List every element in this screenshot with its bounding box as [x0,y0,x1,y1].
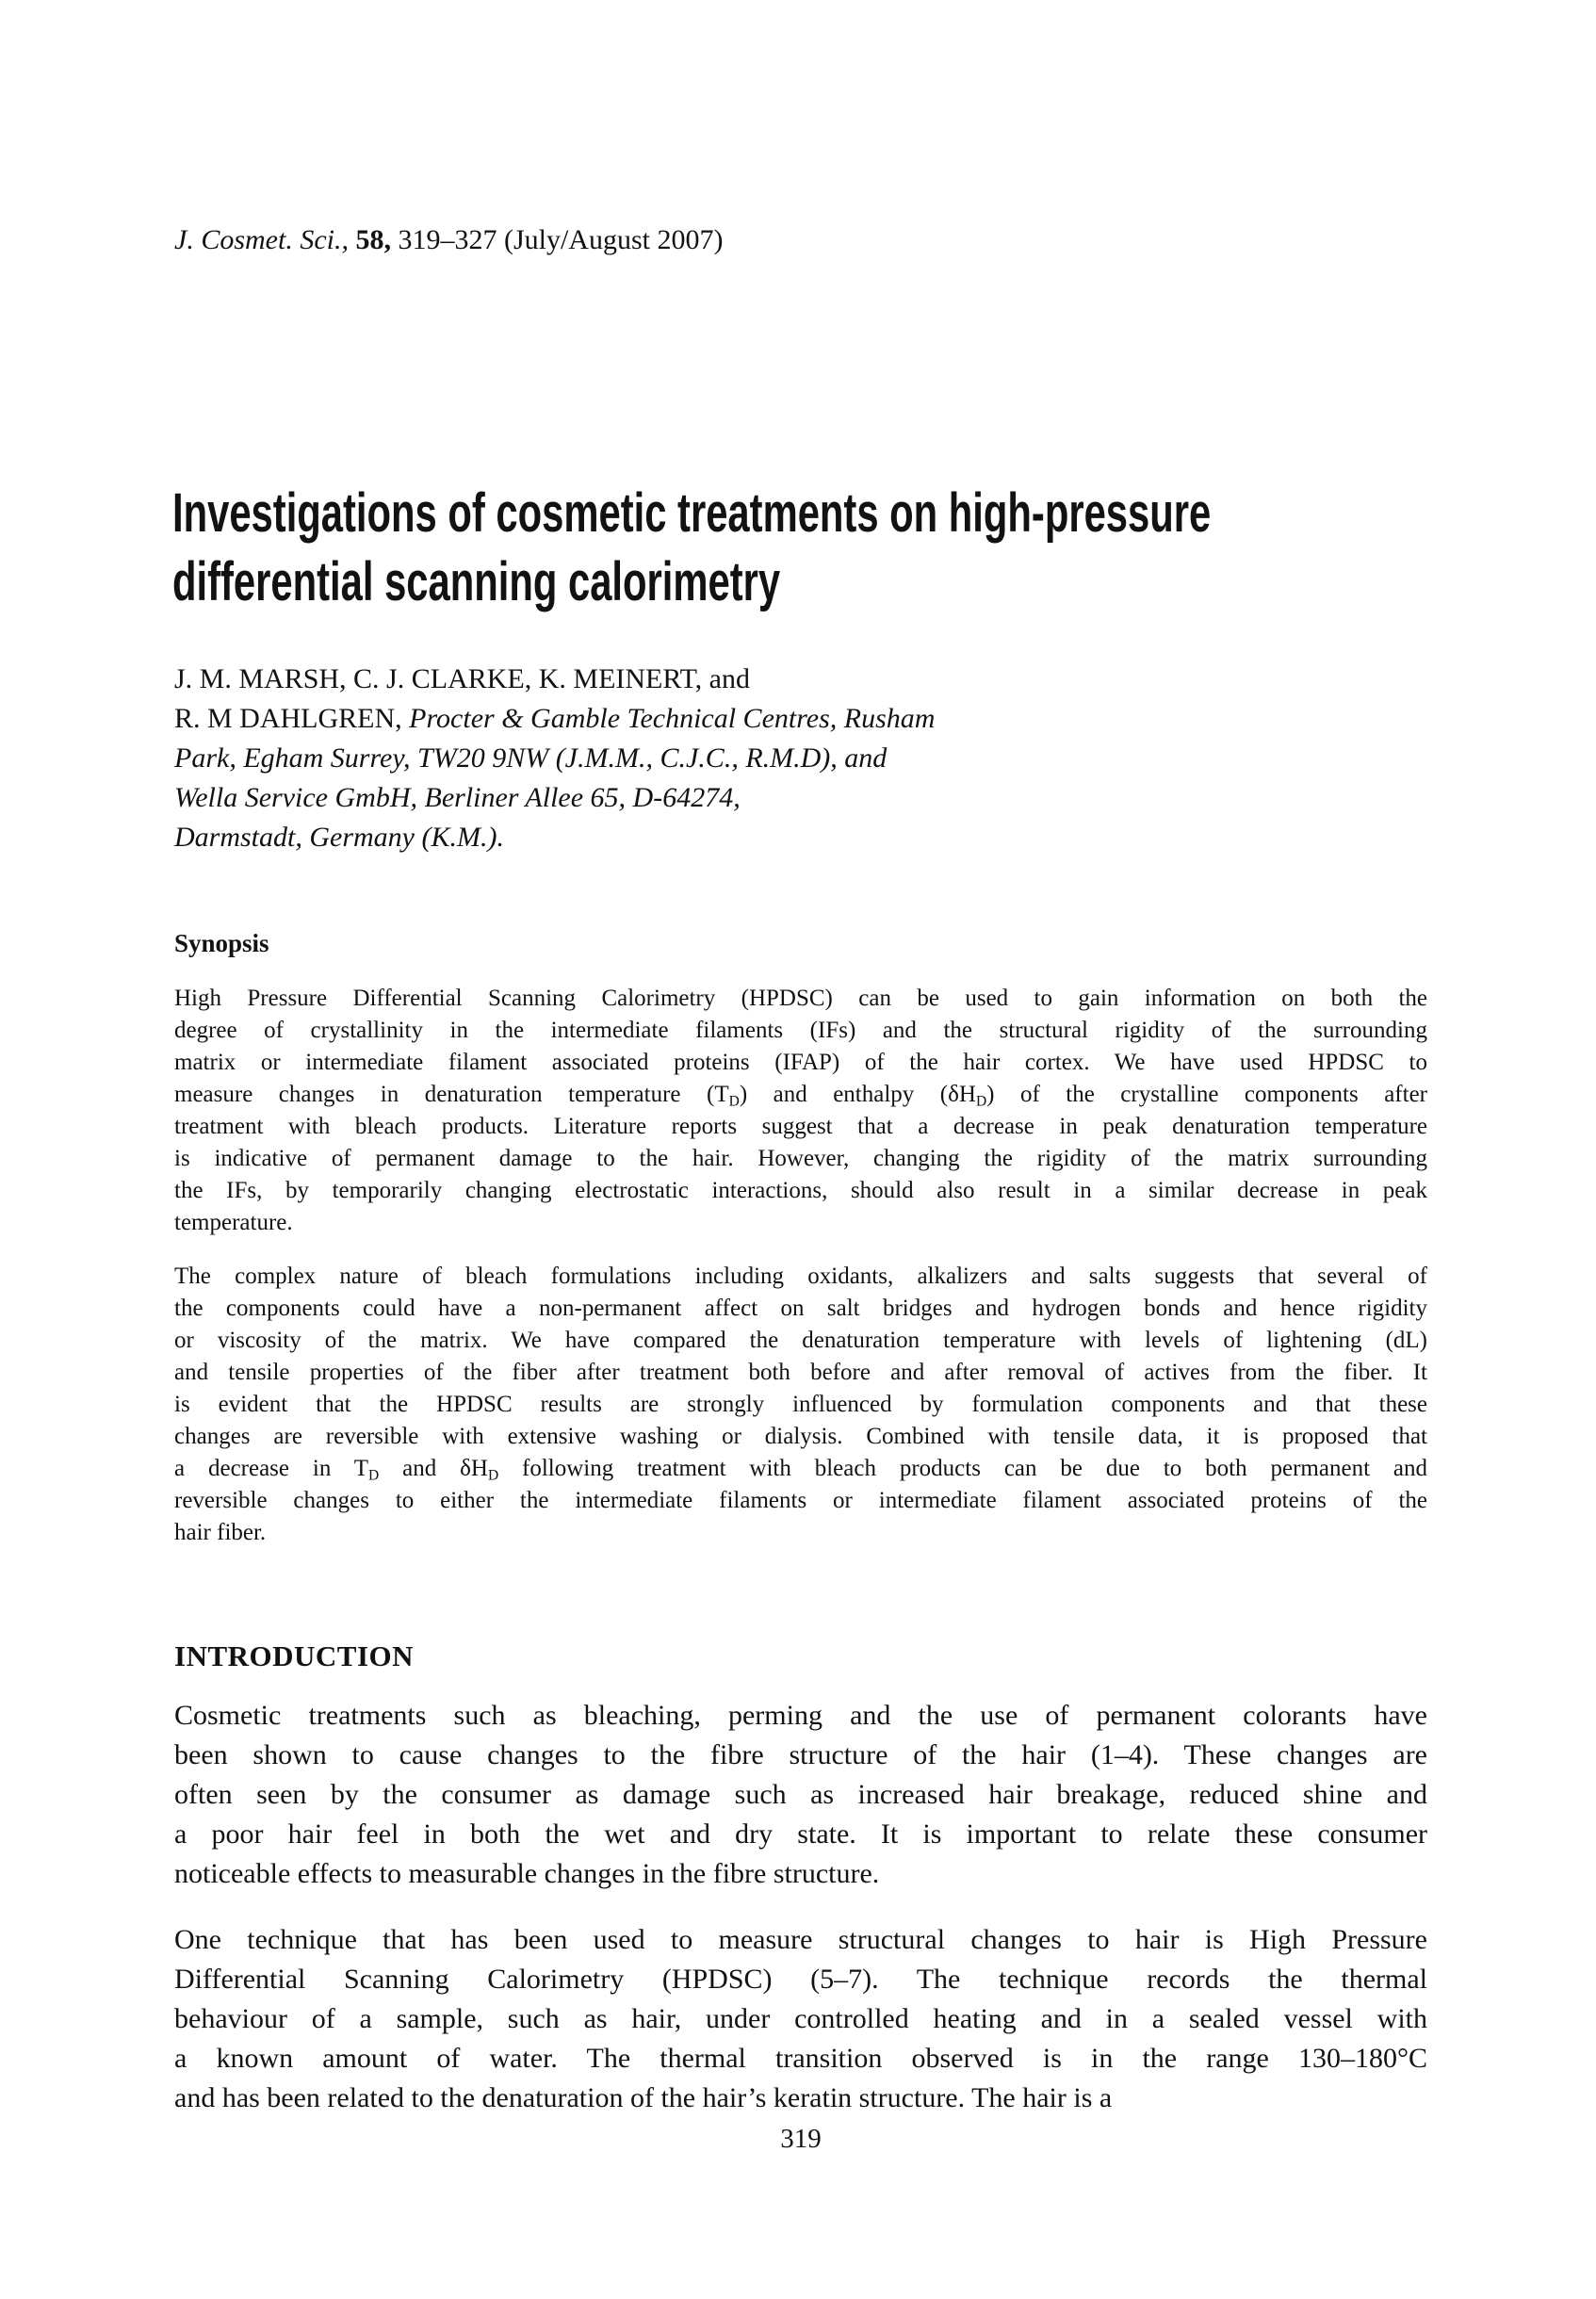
authors-affiliation-line [174,699,935,739]
text-line: or viscosity of the matrix. We have compared the denaturation temperature with levels of lightening (dL) [174,1328,1427,1353]
author-name: R. M DAHLGREN, [174,703,410,734]
text-line: is indicative of permanent damage to the hair. However, changing the rigidity of the matrix surrounding [174,1146,1427,1171]
subscript: D [975,1093,987,1110]
text-line: Cosmetic treatments such as bleaching, perming and the use of permanent colorants have [174,1700,1427,1731]
text-line: Differential Scanning Calorimetry (HPDSC) (5–7). The technique records the thermal [174,1964,1427,1995]
journal-volume: 58, [348,224,391,255]
text-line: treatment with bleach products. Literature reports suggest that a decrease in peak denaturation temperature [174,1114,1427,1139]
text-line: matrix or intermediate filament associated proteins (IFAP) of the hair cortex. We have used HPDSC to [174,1050,1427,1075]
subscript: D [368,1467,380,1484]
journal-citation-line [174,224,723,256]
text-line: One technique that has been used to measure structural changes to hair is High Pressure [174,1924,1427,1955]
text-line: a poor hair feel in both the wet and dry state. It is important to relate these consumer [174,1818,1427,1850]
affiliation-line: Darmstadt, Germany (K.M.). [174,822,504,853]
introduction-paragraph-2 [174,1920,1427,2118]
journal-name: J. Cosmet. Sci., [174,224,349,255]
text-line: reversible changes to either the intermediate filaments or intermediate filament associated proteins of the [174,1488,1427,1513]
text-line: behaviour of a sample, such as hair, under controlled heating and in a sealed vessel with [174,2003,1427,2034]
synopsis-heading: Synopsis [174,929,269,957]
authors-line: J. M. MARSH, C. J. CLARKE, K. MEINERT, and [174,663,751,694]
article-title-line1: Investigations of cosmetic treatments on high-pressure [172,482,1212,544]
text-line: been shown to cause changes to the fibre structure of the hair (1–4). These changes are [174,1739,1427,1770]
authors-affiliations [174,660,935,857]
affiliation-line: Park, Egham Surrey, TW20 9NW (J.M.M., C.J.C., R.M.D), and [174,742,888,774]
text-line: degree of crystallinity in the intermediate filaments (IFs) and the structural rigidity of the surrounding [174,1018,1427,1043]
text-line: changes are reversible with extensive washing or dialysis. Combined with tensile data, it is proposed that [174,1424,1427,1449]
text-line: and tensile properties of the fiber after treatment both before and after removal of actives from the fiber. It [174,1360,1427,1385]
text-line: temperature. [174,1210,293,1235]
text-line: The complex nature of bleach formulations including oxidants, alkalizers and salts suggests that several of [174,1264,1427,1289]
journal-pages-date: 319–327 (July/August 2007) [390,224,724,255]
text-line: and has been related to the denaturation of the hair’s keratin structure. The hair is a [174,2082,1113,2113]
text-line: hair fiber. [174,1520,267,1545]
article-title [172,479,1211,616]
article-title-line2: differential scanning calorimetry [172,551,781,612]
text-segment: following treatment with bleach products can be due to both permanent and [498,1456,1427,1481]
subscript: D [728,1093,740,1110]
text-segment: and δH [379,1456,488,1481]
text-line [174,1453,1427,1485]
affiliation-text: Procter & Gamble Technical Centres, Rusham [409,703,936,734]
synopsis-paragraph-1 [174,983,1427,1239]
text-line [174,1079,1427,1111]
text-line: a known amount of water. The thermal transition observed is in the range 130–180°C [174,2043,1427,2074]
page-number: 319 [780,2124,822,2154]
introduction-paragraph-1 [174,1696,1427,1894]
text-line: High Pressure Differential Scanning Calorimetry (HPDSC) can be used to gain information on both the [174,986,1427,1011]
text-line: noticeable effects to measurable changes in the fibre structure. [174,1858,880,1889]
text-line: is evident that the HPDSC results are strongly influenced by formulation components and that these [174,1392,1427,1417]
text-line: the components could have a non-permanent affect on salt bridges and hydrogen bonds and hence rigidity [174,1296,1427,1321]
synopsis-paragraph-2 [174,1261,1427,1549]
introduction-heading: INTRODUCTION [174,1639,415,1672]
text-segment: measure changes in denaturation temperature (T [174,1082,729,1107]
text-segment: ) and enthalpy (δH [739,1082,976,1107]
text-segment: ) of the crystalline components after [986,1082,1427,1107]
affiliation-line: Wella Service GmbH, Berliner Allee 65, D-64274, [174,782,741,813]
subscript: D [487,1467,499,1484]
text-line: often seen by the consumer as damage such as increased hair breakage, reduced shine and [174,1779,1427,1810]
text-segment: a decrease in T [174,1456,369,1481]
text-line: the IFs, by temporarily changing electrostatic interactions, should also result in a similar decrease in peak [174,1178,1427,1203]
